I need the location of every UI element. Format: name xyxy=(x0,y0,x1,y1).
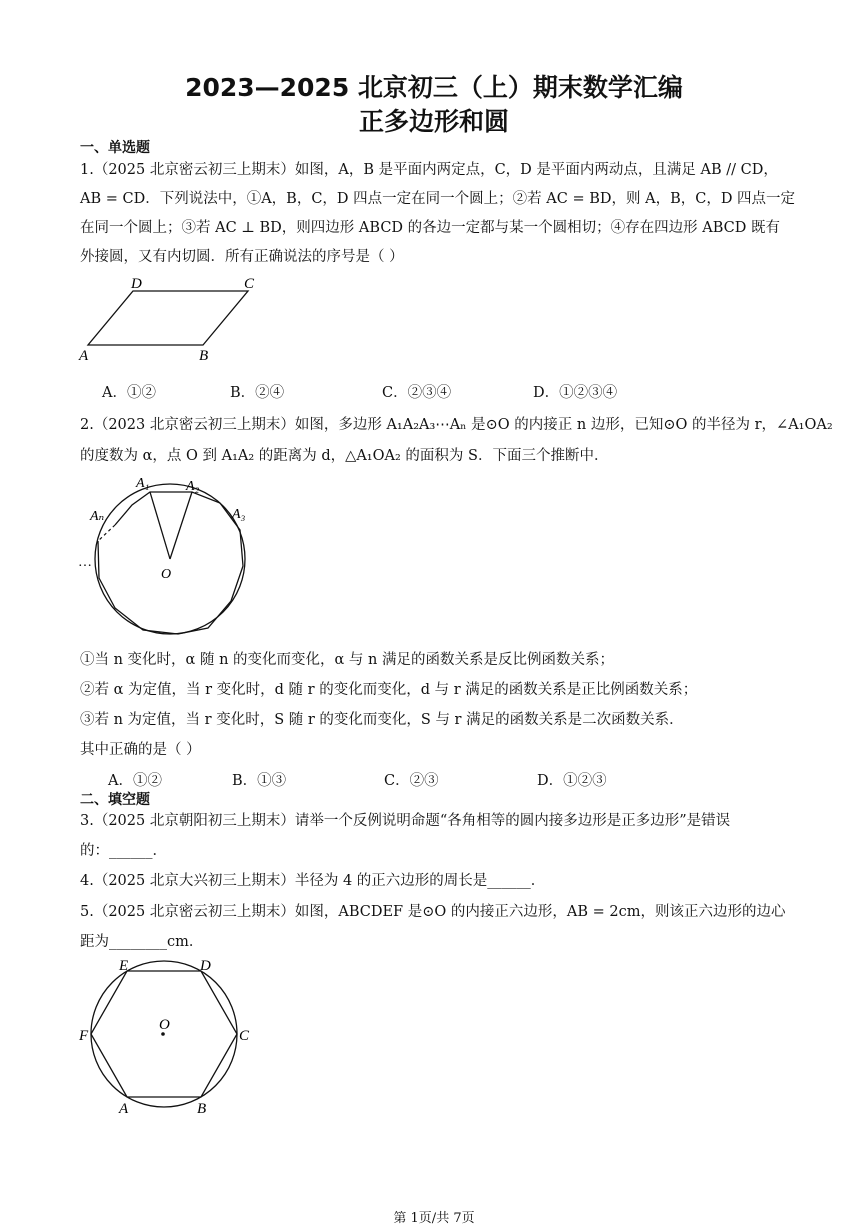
q5-label-e: E xyxy=(119,958,129,974)
q5-label-d: D xyxy=(200,958,211,974)
q5-line-2: 距为________cm． xyxy=(80,934,204,950)
q2-statement-2: ②若 α 为定值，当 r 变化时，d 随 r 的变化而变化，d 与 r 满足的函数关系是正比例函数关系； xyxy=(80,682,698,698)
q2-label-an: Aₙ xyxy=(90,509,105,524)
q5-label-f: F xyxy=(79,1028,89,1044)
q5-hexagon-figure xyxy=(75,952,265,1117)
q5-label-a: A xyxy=(119,1101,129,1117)
q2-option-c[interactable]: C．②③ xyxy=(384,773,439,789)
document-title: 2023—2025 北京初三（上）期末数学汇编 xyxy=(185,73,683,102)
q1-option-d[interactable]: D．①②③④ xyxy=(533,385,618,401)
q5-label-b: B xyxy=(197,1101,207,1117)
q1-label-d: D xyxy=(131,276,142,292)
q1-option-a[interactable]: A．①② xyxy=(102,385,156,401)
inscribed-polygon xyxy=(98,492,243,634)
q1-line-4: 外接圆，又有内切圆．所有正确说法的序号是（ ） xyxy=(80,249,404,265)
q2-label-a3: A₃ xyxy=(232,507,246,522)
radius-oa2 xyxy=(170,492,192,559)
q4-line-1: 4.（2025 北京大兴初三上期末）半径为 4 的正六边形的周长是______． xyxy=(80,873,546,889)
q1-line-1: 1.（2025 北京密云初三上期末）如图，A，B 是平面内两定点，C，D 是平面内两动点，且满足 AB // CD， xyxy=(80,162,778,178)
radius-oa1 xyxy=(150,492,170,559)
page-number: 第 1页/共 7页 xyxy=(393,1211,475,1226)
q5-line-1: 5.（2025 北京密云初三上期末）如图，ABCDEF 是⊙O 的内接正六边形，AB = 2cm，则该正六边形的边心 xyxy=(80,904,786,920)
q2-label-o: O xyxy=(161,567,172,582)
document-subtitle: 正多边形和圆 xyxy=(358,107,509,136)
q3-line-2: 的：______． xyxy=(80,843,167,859)
parallelogram-abcd xyxy=(88,291,248,345)
q1-option-c[interactable]: C．②③④ xyxy=(382,385,452,401)
q2-ask: 其中正确的是（ ） xyxy=(80,742,201,758)
dashed-edge xyxy=(98,525,115,541)
q2-label-a2: A₂ xyxy=(186,479,200,494)
q2-inscribed-polygon-figure xyxy=(75,472,265,642)
q2-line-1: 2.（2023 北京密云初三上期末）如图，多边形 A₁A₂A₃⋯Aₙ 是⊙O 的内接正 n 边形，已知⊙O 的半径为 r，∠A₁OA₂ xyxy=(80,417,833,433)
q2-statement-1: ①当 n 变化时，α 随 n 的变化而变化，α 与 n 满足的函数关系是反比例函数关系； xyxy=(80,652,614,668)
q5-label-o: O xyxy=(159,1017,170,1033)
q2-line-2: 的度数为 α，点 O 到 A₁A₂ 的距离为 d，△A₁OA₂ 的面积为 S．下面三个推断中． xyxy=(80,448,609,464)
q1-option-b[interactable]: B．②④ xyxy=(230,385,285,401)
q2-option-a[interactable]: A．①② xyxy=(108,773,162,789)
q3-line-1: 3.（2025 北京朝阳初三上期末）请举一个反例说明命题“各角相等的圆内接多边形是正多边形”是错误 xyxy=(80,813,731,829)
q1-line-2: AB = CD．下列说法中，①A，B，C，D 四点一定在同一个圆上；②若 AC = BD，则 A，B，C，D 四点一定 xyxy=(80,191,796,207)
q2-statement-3: ③若 n 为定值，当 r 变化时，S 随 r 的变化而变化，S 与 r 满足的函数关系是二次函数关系． xyxy=(80,712,684,728)
q1-line-3: 在同一个圆上；③若 AC ⊥ BD，则四边形 ABCD 的各边一定都与某一个圆相切；④存在四边形 ABCD 既有 xyxy=(80,220,780,236)
q5-label-c: C xyxy=(239,1028,250,1044)
q2-option-b[interactable]: B．①③ xyxy=(232,773,287,789)
q2-ellipsis: … xyxy=(79,555,92,570)
section-heading-single-choice: 一、单选题 xyxy=(80,140,150,156)
q1-label-b: B xyxy=(199,348,209,364)
q1-label-c: C xyxy=(244,276,255,292)
q1-label-a: A xyxy=(79,348,89,364)
q1-parallelogram-figure xyxy=(75,272,275,364)
q2-label-a1: A₁ xyxy=(136,476,150,491)
q2-option-d[interactable]: D．①②③ xyxy=(537,773,607,789)
section-heading-fill-in: 二、填空题 xyxy=(80,792,150,808)
